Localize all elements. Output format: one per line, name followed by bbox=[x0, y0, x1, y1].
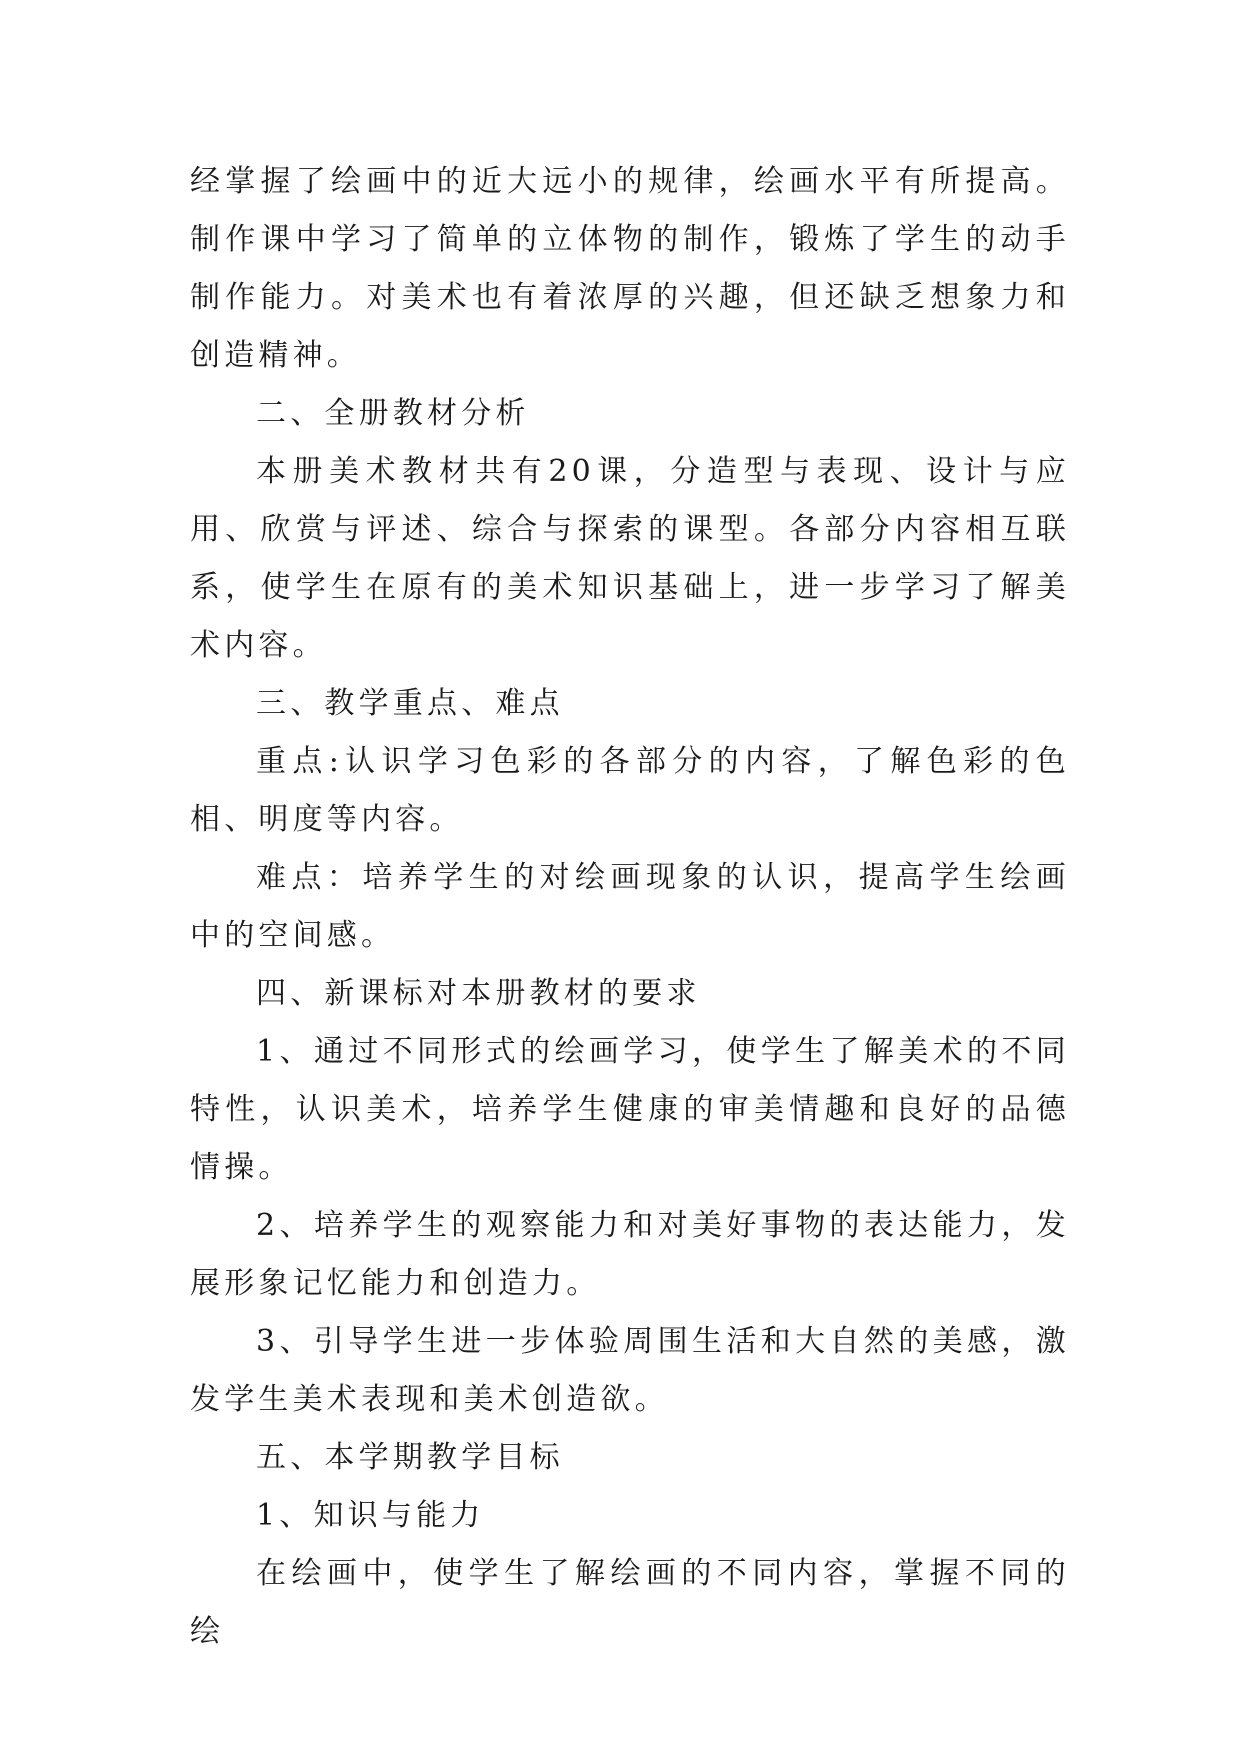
paragraph-key-point: 重点:认识学习色彩的各部分的内容，了解色彩的色相、明度等内容。 bbox=[190, 744, 1070, 837]
heading-curriculum-requirements: 四、新课标对本册教材的要求 bbox=[256, 976, 701, 1011]
list-item-requirement-1: 1、通过不同形式的绘画学习，使学生了解美术的不同特性，认识美术，培养学生健康的审美情趣和良好的品德情操。 bbox=[190, 1034, 1070, 1185]
subheading-knowledge-ability: 1、知识与能力 bbox=[256, 1498, 485, 1533]
heading-textbook-analysis: 二、全册教材分析 bbox=[256, 396, 530, 431]
paragraph-textbook-analysis: 本册美术教材共有20课，分造型与表现、设计与应用、欣赏与评述、综合与探索的课型。各部分内容相互联系，使学生在原有的美术知识基础上，进一步学习了解美术内容。 bbox=[190, 454, 1070, 663]
list-item-requirement-2: 2、培养学生的观察能力和对美好事物的表达能力，发展形象记忆能力和创造力。 bbox=[190, 1208, 1070, 1301]
heading-semester-goals: 五、本学期教学目标 bbox=[256, 1440, 564, 1475]
list-item-requirement-3: 3、引导学生进一步体验周围生活和大自然的美感，激发学生美术表现和美术创造欲。 bbox=[190, 1324, 1070, 1417]
paragraph-knowledge-ability: 在绘画中，使学生了解绘画的不同内容，掌握不同的绘 bbox=[190, 1556, 1070, 1649]
heading-key-points: 三、教学重点、难点 bbox=[256, 686, 564, 721]
paragraph-difficult-point: 难点：培养学生的对绘画现象的认识，提高学生绘画中的空间感。 bbox=[190, 860, 1070, 953]
document-body bbox=[190, 153, 1070, 1661]
paragraph-continuation: 经掌握了绘画中的近大远小的规律，绘画水平有所提高。制作课中学习了简单的立体物的制作，锻炼了学生的动手制作能力。对美术也有着浓厚的兴趣，但还缺乏想象力和创造精神。 bbox=[190, 164, 1070, 373]
